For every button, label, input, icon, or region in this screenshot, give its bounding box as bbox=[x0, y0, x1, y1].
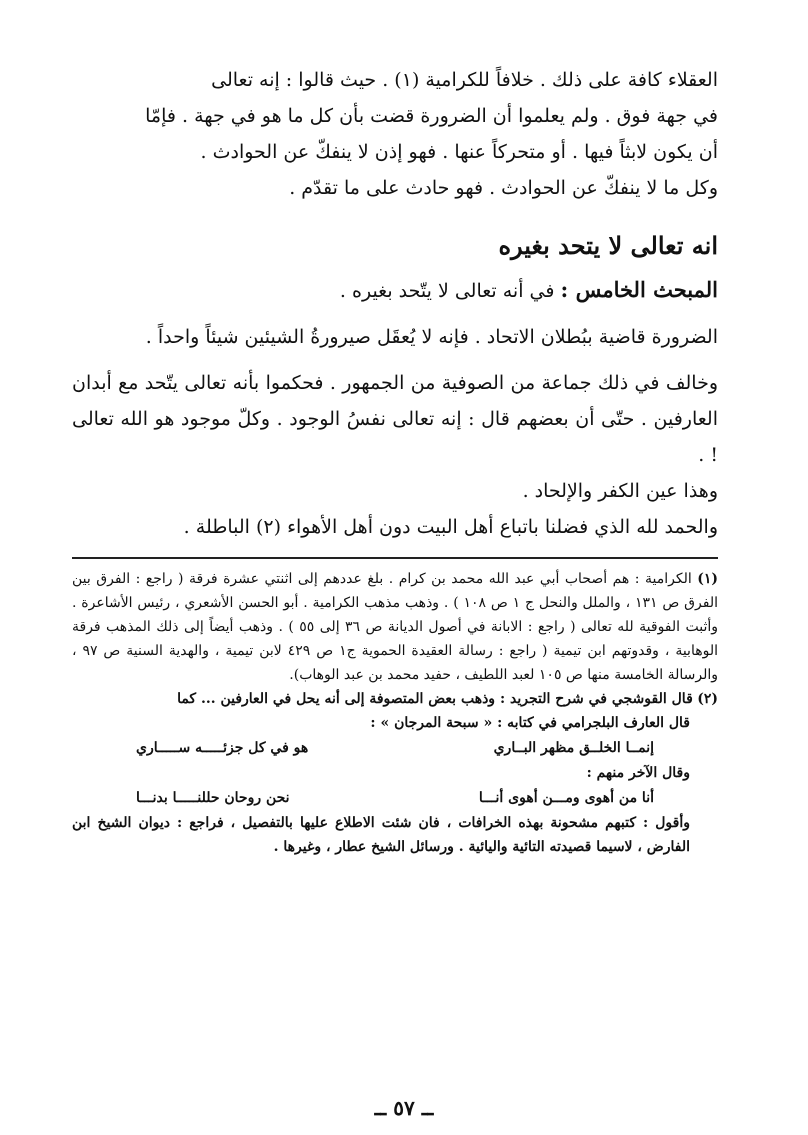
section-text: في أنه تعالى لا يتّحد بغيره . bbox=[339, 280, 555, 302]
section-label: المبحث الخامس : bbox=[560, 277, 718, 302]
intro-line: وكل ما لا ينفكّ عن الحوادث . فهو حادث على ما تقدّم . bbox=[289, 177, 718, 199]
verse-2-second-hemistich: نحن روحان حللنـــــا بدنـــا bbox=[136, 790, 290, 806]
verse-1-first-hemistich: إنمــا الخلــق مظهر البــاري bbox=[493, 740, 654, 756]
spacer bbox=[72, 309, 718, 319]
spacer bbox=[72, 355, 718, 365]
intro-line: العقلاء كافة على ذلك . خلافاً للكرامية (١) . حيث قالوا : إنه تعالى bbox=[211, 69, 718, 91]
paragraph-hamd: والحمد لله الذي فضلنا باتباع أهل البيت دون أهل الأهواء (٢) الباطلة . bbox=[183, 516, 718, 538]
footnote-2-other-said: وقال الآخر منهم : bbox=[586, 765, 690, 781]
intro-paragraph bbox=[72, 62, 718, 206]
footnote-2-text: قال القوشجي في شرح التجريد : وذهب بعض المتصوفة إلى أنه يحل في العارفين ... كما bbox=[177, 691, 693, 707]
poem-verse-1 bbox=[72, 735, 718, 761]
verse-1-second-hemistich: هو في كل جزئـــــه ســـــاري bbox=[136, 740, 309, 756]
page-content bbox=[72, 62, 718, 859]
footnote-2-number: (٢) bbox=[697, 691, 718, 707]
verse-2-first-hemistich: أنا من أهوى ومـــن أهوى أنـــا bbox=[478, 790, 654, 806]
intro-line: أن يكون لابثاً فيها . أو متحركاً عنها . فهو إذن لا ينفكّ عن الحوادث . bbox=[200, 141, 718, 163]
footnote-2 bbox=[72, 687, 718, 711]
paragraph-kufr: وهذا عين الكفر والإلحاد . bbox=[522, 480, 718, 502]
footnote-1-text: الكرامية : هم أصحاب أبي عبد الله محمد بن كرام . بلغ عددهم إلى اثنتي عشرة فرقة ( راجع : الفرق بين الفرق ص ١٣١ ، والملل والنحل ج ١ ص ١٠٨ ) . وذهب مذهب الكرامية . أبو الحسن الأشعري ، رئيس الأشاعرة . وأثبت الفوقية لله تعالى ( راجع : الابانة في أصول الديانة ص ٣٦ إلى ٥٥ ) . وذهب أيضاً إلى ذلك المذهب فرقة الوهابية ، وقدوتهم ابن تيمية ( راجع : رسالة العقيدة الحموية ج١ ص ٤٢٩ لابن تيمية ، والهدية السنية ص ٩٧ ، والرسالة الخامسة منها ص ١٠٥ لعبد اللطيف ، حفيد محمد بن عبد الوهاب). bbox=[72, 571, 718, 683]
paragraph-sufis: وخالف في ذلك جماعة من الصوفية من الجمهور . فحكموا بأنه تعالى يتّحد مع أبدان العارفين . حتّى أن بعضهم قال : إنه تعالى نفسُ الوجود . وكلّ موجود هو الله تعالى ! . bbox=[72, 372, 718, 466]
paragraph-ittihad: الضرورة قاضية ببُطلان الاتحاد . فإنه لا يُعقَل صيرورةُ الشيئين شيئاً واحداً . bbox=[145, 326, 718, 348]
footnote-1-number: (١) bbox=[697, 571, 719, 587]
section-heading: انه تعالى لا يتحد بغيره bbox=[498, 231, 718, 260]
footnote-divider bbox=[72, 557, 718, 559]
footnote-1 bbox=[72, 567, 718, 687]
poem-verse-2 bbox=[72, 785, 718, 811]
footnote-2-closing: وأقول : كتبهم مشحونة بهذه الخرافات ، فان شئت الاطلاع عليها بالتفصيل ، فراجع : ديوان الشيخ ابن الفارض ، لاسيما قصيدته التائية واليائية . ورسائل الشيخ عطار ، وغيرها . bbox=[72, 815, 690, 855]
footnotes bbox=[72, 567, 718, 859]
footnote-2-attribution: قال العارف البلجرامي في كتابه : « سبحة المرجان » : bbox=[370, 715, 690, 731]
section-title-line bbox=[72, 272, 718, 309]
page-number: ــ ٥٧ ــ bbox=[374, 1096, 434, 1120]
spacer bbox=[72, 206, 718, 216]
intro-line: في جهة فوق . ولم يعلموا أن الضرورة قضت بأن كل ما هو في جهة . فإمّا bbox=[145, 105, 718, 127]
